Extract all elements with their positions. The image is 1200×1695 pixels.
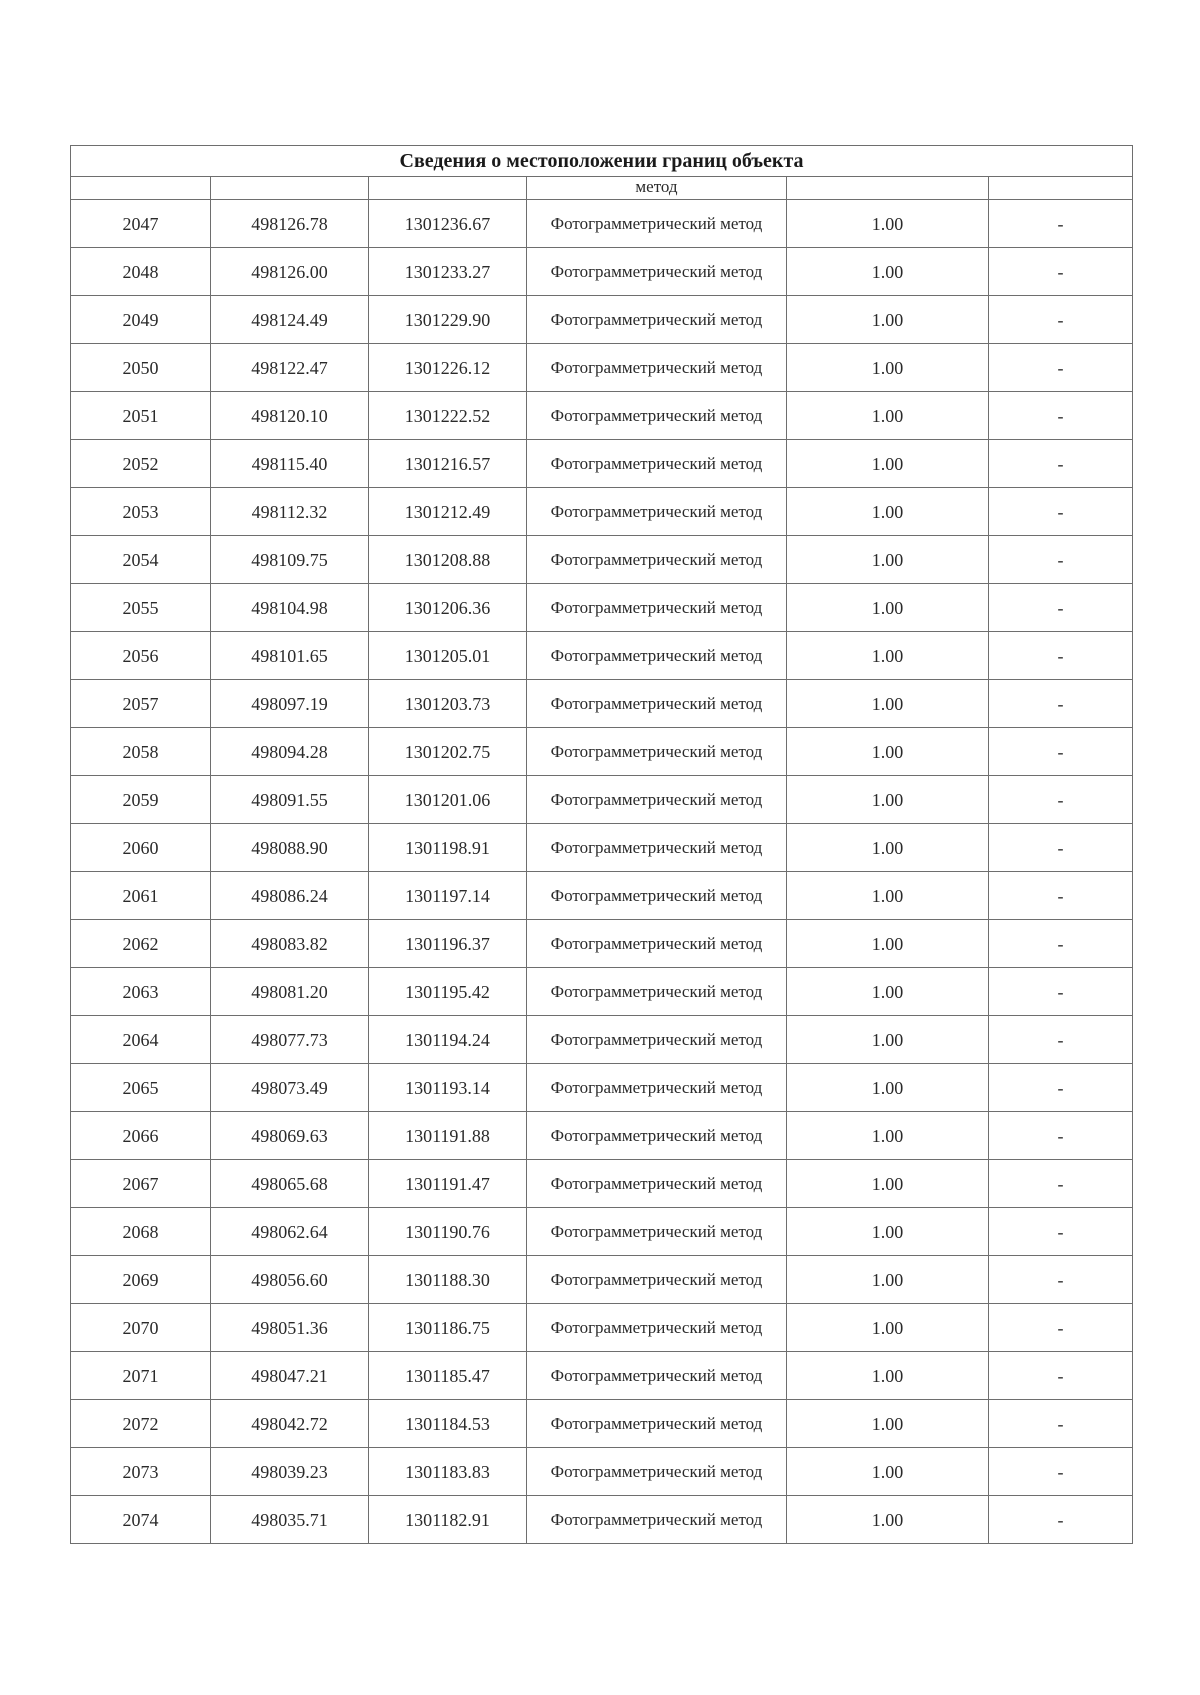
cell-description: - bbox=[989, 1400, 1133, 1448]
cell-y-coordinate: 1301236.67 bbox=[369, 200, 527, 248]
cell-y-coordinate: 1301229.90 bbox=[369, 296, 527, 344]
cell-x-coordinate: 498073.49 bbox=[211, 1064, 369, 1112]
cell-method bbox=[527, 296, 787, 344]
table-row bbox=[71, 392, 1133, 440]
cell-description: - bbox=[989, 392, 1133, 440]
cell-y-coordinate: 1301212.49 bbox=[369, 488, 527, 536]
method-label: Фотограмметрический метод bbox=[550, 1269, 763, 1289]
cell-point-number: 2070 bbox=[71, 1304, 211, 1352]
cell-y-coordinate: 1301193.14 bbox=[369, 1064, 527, 1112]
table-row bbox=[71, 1064, 1133, 1112]
cell-y-coordinate: 1301202.75 bbox=[369, 728, 527, 776]
cell-method bbox=[527, 1256, 787, 1304]
cell-y-coordinate: 1301182.91 bbox=[369, 1496, 527, 1544]
table-row-partial bbox=[71, 177, 1133, 200]
cell-x-coordinate: 498069.63 bbox=[211, 1112, 369, 1160]
cell-method bbox=[527, 584, 787, 632]
method-label: Фотограмметрический метод bbox=[550, 1125, 763, 1145]
cell-accuracy: 1.00 bbox=[787, 1400, 989, 1448]
table-row bbox=[71, 584, 1133, 632]
cell-x-coordinate: 498051.36 bbox=[211, 1304, 369, 1352]
cell-method bbox=[527, 632, 787, 680]
table-row bbox=[71, 776, 1133, 824]
cell-description bbox=[989, 177, 1133, 200]
cell-y-coordinate: 1301196.37 bbox=[369, 920, 527, 968]
cell-y-coordinate: 1301191.47 bbox=[369, 1160, 527, 1208]
cell-x-coordinate: 498101.65 bbox=[211, 632, 369, 680]
cell-description: - bbox=[989, 1016, 1133, 1064]
method-label: Фотограмметрический метод bbox=[550, 1029, 763, 1049]
cell-point-number: 2054 bbox=[71, 536, 211, 584]
cell-point-number: 2060 bbox=[71, 824, 211, 872]
cell-point-number: 2049 bbox=[71, 296, 211, 344]
cell-method bbox=[527, 776, 787, 824]
cell-accuracy: 1.00 bbox=[787, 872, 989, 920]
cell-method bbox=[527, 392, 787, 440]
cell-description: - bbox=[989, 296, 1133, 344]
cell-x-coordinate: 498091.55 bbox=[211, 776, 369, 824]
cell-y-coordinate: 1301222.52 bbox=[369, 392, 527, 440]
cell-y-coordinate: 1301195.42 bbox=[369, 968, 527, 1016]
cell-point-number: 2067 bbox=[71, 1160, 211, 1208]
method-label: Фотограмметрический метод bbox=[550, 1365, 763, 1385]
cell-method bbox=[527, 920, 787, 968]
cell-accuracy: 1.00 bbox=[787, 680, 989, 728]
cell-point-number: 2053 bbox=[71, 488, 211, 536]
cell-method bbox=[527, 1448, 787, 1496]
cell-x-coordinate: 498094.28 bbox=[211, 728, 369, 776]
cell-accuracy: 1.00 bbox=[787, 392, 989, 440]
cell-y-coordinate: 1301191.88 bbox=[369, 1112, 527, 1160]
cell-accuracy: 1.00 bbox=[787, 968, 989, 1016]
cell-accuracy: 1.00 bbox=[787, 920, 989, 968]
table-row bbox=[71, 440, 1133, 488]
cell-method bbox=[527, 1400, 787, 1448]
cell-accuracy: 1.00 bbox=[787, 296, 989, 344]
cell-method: метод bbox=[527, 177, 787, 200]
cell-accuracy: 1.00 bbox=[787, 824, 989, 872]
cell-y-coordinate: 1301185.47 bbox=[369, 1352, 527, 1400]
cell-y-coordinate bbox=[369, 177, 527, 200]
cell-description: - bbox=[989, 248, 1133, 296]
cell-accuracy: 1.00 bbox=[787, 728, 989, 776]
cell-y-coordinate: 1301226.12 bbox=[369, 344, 527, 392]
cell-description: - bbox=[989, 536, 1133, 584]
cell-point-number: 2066 bbox=[71, 1112, 211, 1160]
table-row bbox=[71, 200, 1133, 248]
cell-point-number: 2063 bbox=[71, 968, 211, 1016]
cell-description: - bbox=[989, 680, 1133, 728]
cell-description: - bbox=[989, 1448, 1133, 1496]
cell-accuracy: 1.00 bbox=[787, 1160, 989, 1208]
cell-description: - bbox=[989, 920, 1133, 968]
cell-x-coordinate: 498042.72 bbox=[211, 1400, 369, 1448]
cell-accuracy bbox=[787, 177, 989, 200]
cell-description: - bbox=[989, 632, 1133, 680]
method-label: Фотограмметрический метод bbox=[550, 693, 763, 713]
table-row bbox=[71, 1304, 1133, 1352]
cell-x-coordinate: 498065.68 bbox=[211, 1160, 369, 1208]
cell-y-coordinate: 1301184.53 bbox=[369, 1400, 527, 1448]
cell-y-coordinate: 1301190.76 bbox=[369, 1208, 527, 1256]
cell-point-number: 2064 bbox=[71, 1016, 211, 1064]
table-row bbox=[71, 296, 1133, 344]
method-label: Фотограмметрический метод bbox=[550, 981, 763, 1001]
table-row bbox=[71, 632, 1133, 680]
method-label: Фотограмметрический метод bbox=[550, 309, 763, 329]
cell-x-coordinate: 498047.21 bbox=[211, 1352, 369, 1400]
cell-description: - bbox=[989, 968, 1133, 1016]
table-row bbox=[71, 872, 1133, 920]
cell-method bbox=[527, 488, 787, 536]
cell-x-coordinate: 498126.00 bbox=[211, 248, 369, 296]
cell-y-coordinate: 1301201.06 bbox=[369, 776, 527, 824]
cell-point-number: 2055 bbox=[71, 584, 211, 632]
cell-method bbox=[527, 1064, 787, 1112]
cell-accuracy: 1.00 bbox=[787, 632, 989, 680]
cell-y-coordinate: 1301198.91 bbox=[369, 824, 527, 872]
table-row bbox=[71, 680, 1133, 728]
cell-accuracy: 1.00 bbox=[787, 1496, 989, 1544]
cell-y-coordinate: 1301194.24 bbox=[369, 1016, 527, 1064]
cell-point-number: 2051 bbox=[71, 392, 211, 440]
cell-description: - bbox=[989, 776, 1133, 824]
cell-description: - bbox=[989, 1208, 1133, 1256]
cell-accuracy: 1.00 bbox=[787, 1304, 989, 1352]
cell-accuracy: 1.00 bbox=[787, 1448, 989, 1496]
cell-x-coordinate: 498112.32 bbox=[211, 488, 369, 536]
cell-accuracy: 1.00 bbox=[787, 248, 989, 296]
table-row bbox=[71, 728, 1133, 776]
method-label: Фотограмметрический метод bbox=[550, 405, 763, 425]
method-label: Фотограмметрический метод bbox=[550, 1077, 763, 1097]
cell-point-number: 2058 bbox=[71, 728, 211, 776]
table-title: Сведения о местоположении границ объекта bbox=[71, 146, 1133, 177]
cell-description: - bbox=[989, 1304, 1133, 1352]
cell-point-number: 2072 bbox=[71, 1400, 211, 1448]
cell-x-coordinate: 498109.75 bbox=[211, 536, 369, 584]
cell-y-coordinate: 1301233.27 bbox=[369, 248, 527, 296]
cell-method bbox=[527, 1496, 787, 1544]
cell-method bbox=[527, 680, 787, 728]
table-title-row bbox=[71, 146, 1133, 177]
cell-point-number: 2048 bbox=[71, 248, 211, 296]
cell-description: - bbox=[989, 1112, 1133, 1160]
method-label: Фотограмметрический метод bbox=[550, 453, 763, 473]
method-label: Фотограмметрический метод bbox=[550, 933, 763, 953]
cell-y-coordinate: 1301208.88 bbox=[369, 536, 527, 584]
cell-description: - bbox=[989, 1496, 1133, 1544]
cell-accuracy: 1.00 bbox=[787, 1064, 989, 1112]
cell-point-number bbox=[71, 177, 211, 200]
method-label: Фотограмметрический метод bbox=[550, 1509, 763, 1529]
cell-point-number: 2068 bbox=[71, 1208, 211, 1256]
cell-accuracy: 1.00 bbox=[787, 536, 989, 584]
cell-x-coordinate: 498115.40 bbox=[211, 440, 369, 488]
table-body bbox=[71, 177, 1133, 1544]
cell-x-coordinate: 498104.98 bbox=[211, 584, 369, 632]
cell-point-number: 2052 bbox=[71, 440, 211, 488]
cell-x-coordinate: 498124.49 bbox=[211, 296, 369, 344]
cell-description: - bbox=[989, 1352, 1133, 1400]
cell-description: - bbox=[989, 488, 1133, 536]
cell-accuracy: 1.00 bbox=[787, 1016, 989, 1064]
table-row bbox=[71, 1208, 1133, 1256]
method-label: Фотограмметрический метод bbox=[550, 741, 763, 761]
cell-x-coordinate: 498035.71 bbox=[211, 1496, 369, 1544]
cell-method bbox=[527, 1304, 787, 1352]
method-label: Фотограмметрический метод bbox=[550, 501, 763, 521]
method-label: Фотограмметрический метод bbox=[550, 357, 763, 377]
cell-x-coordinate: 498039.23 bbox=[211, 1448, 369, 1496]
cell-description: - bbox=[989, 1064, 1133, 1112]
cell-x-coordinate: 498122.47 bbox=[211, 344, 369, 392]
table-row bbox=[71, 1160, 1133, 1208]
table-row bbox=[71, 488, 1133, 536]
cell-point-number: 2069 bbox=[71, 1256, 211, 1304]
method-label: Фотограмметрический метод bbox=[550, 1221, 763, 1241]
cell-accuracy: 1.00 bbox=[787, 344, 989, 392]
cell-x-coordinate: 498077.73 bbox=[211, 1016, 369, 1064]
cell-x-coordinate: 498088.90 bbox=[211, 824, 369, 872]
cell-accuracy: 1.00 bbox=[787, 200, 989, 248]
cell-y-coordinate: 1301205.01 bbox=[369, 632, 527, 680]
table-row bbox=[71, 1112, 1133, 1160]
method-label: Фотограмметрический метод bbox=[550, 549, 763, 569]
cell-y-coordinate: 1301188.30 bbox=[369, 1256, 527, 1304]
table-row bbox=[71, 1496, 1133, 1544]
cell-accuracy: 1.00 bbox=[787, 440, 989, 488]
cell-accuracy: 1.00 bbox=[787, 584, 989, 632]
cell-x-coordinate: 498126.78 bbox=[211, 200, 369, 248]
method-label: Фотограмметрический метод bbox=[550, 645, 763, 665]
cell-y-coordinate: 1301197.14 bbox=[369, 872, 527, 920]
cell-accuracy: 1.00 bbox=[787, 1208, 989, 1256]
table-row bbox=[71, 824, 1133, 872]
cell-point-number: 2074 bbox=[71, 1496, 211, 1544]
cell-x-coordinate bbox=[211, 177, 369, 200]
method-label: Фотограмметрический метод bbox=[550, 1173, 763, 1193]
cell-method bbox=[527, 1352, 787, 1400]
cell-point-number: 2062 bbox=[71, 920, 211, 968]
cell-description: - bbox=[989, 200, 1133, 248]
cell-accuracy: 1.00 bbox=[787, 1112, 989, 1160]
cell-method bbox=[527, 344, 787, 392]
cell-point-number: 2057 bbox=[71, 680, 211, 728]
cell-y-coordinate: 1301186.75 bbox=[369, 1304, 527, 1352]
table-row bbox=[71, 968, 1133, 1016]
cell-point-number: 2059 bbox=[71, 776, 211, 824]
cell-method bbox=[527, 1112, 787, 1160]
cell-method bbox=[527, 200, 787, 248]
method-label: Фотограмметрический метод bbox=[550, 597, 763, 617]
cell-method bbox=[527, 968, 787, 1016]
table-row bbox=[71, 1256, 1133, 1304]
cell-y-coordinate: 1301216.57 bbox=[369, 440, 527, 488]
table-row bbox=[71, 536, 1133, 584]
cell-description: - bbox=[989, 1256, 1133, 1304]
table-row bbox=[71, 1352, 1133, 1400]
cell-point-number: 2050 bbox=[71, 344, 211, 392]
method-label: Фотограмметрический метод bbox=[550, 789, 763, 809]
cell-description: - bbox=[989, 728, 1133, 776]
cell-method bbox=[527, 248, 787, 296]
cell-accuracy: 1.00 bbox=[787, 1352, 989, 1400]
cell-x-coordinate: 498056.60 bbox=[211, 1256, 369, 1304]
cell-x-coordinate: 498097.19 bbox=[211, 680, 369, 728]
method-label: Фотограмметрический метод bbox=[550, 1461, 763, 1481]
cell-method bbox=[527, 440, 787, 488]
cell-method bbox=[527, 1016, 787, 1064]
cell-accuracy: 1.00 bbox=[787, 776, 989, 824]
cell-y-coordinate: 1301206.36 bbox=[369, 584, 527, 632]
cell-point-number: 2056 bbox=[71, 632, 211, 680]
cell-description: - bbox=[989, 440, 1133, 488]
table-row bbox=[71, 344, 1133, 392]
cell-method bbox=[527, 1208, 787, 1256]
cell-point-number: 2071 bbox=[71, 1352, 211, 1400]
cell-y-coordinate: 1301183.83 bbox=[369, 1448, 527, 1496]
cell-x-coordinate: 498120.10 bbox=[211, 392, 369, 440]
method-label: Фотограмметрический метод bbox=[550, 885, 763, 905]
table-row bbox=[71, 1400, 1133, 1448]
method-label: Фотограмметрический метод bbox=[550, 261, 763, 281]
cell-accuracy: 1.00 bbox=[787, 488, 989, 536]
cell-accuracy: 1.00 bbox=[787, 1256, 989, 1304]
cell-method bbox=[527, 824, 787, 872]
cell-x-coordinate: 498081.20 bbox=[211, 968, 369, 1016]
cell-method bbox=[527, 728, 787, 776]
method-label: Фотограмметрический метод bbox=[550, 837, 763, 857]
table-row bbox=[71, 248, 1133, 296]
method-label: Фотограмметрический метод bbox=[550, 1413, 763, 1433]
cell-x-coordinate: 498062.64 bbox=[211, 1208, 369, 1256]
cell-point-number: 2073 bbox=[71, 1448, 211, 1496]
cell-description: - bbox=[989, 824, 1133, 872]
cell-method bbox=[527, 536, 787, 584]
cell-method bbox=[527, 872, 787, 920]
cell-description: - bbox=[989, 584, 1133, 632]
cell-y-coordinate: 1301203.73 bbox=[369, 680, 527, 728]
cell-method bbox=[527, 1160, 787, 1208]
method-label: Фотограмметрический метод bbox=[550, 1317, 763, 1337]
cell-description: - bbox=[989, 344, 1133, 392]
cell-x-coordinate: 498086.24 bbox=[211, 872, 369, 920]
table-row bbox=[71, 1016, 1133, 1064]
boundary-coordinates-table bbox=[70, 145, 1133, 1544]
cell-description: - bbox=[989, 1160, 1133, 1208]
cell-description: - bbox=[989, 872, 1133, 920]
cell-point-number: 2065 bbox=[71, 1064, 211, 1112]
cell-x-coordinate: 498083.82 bbox=[211, 920, 369, 968]
table-row bbox=[71, 1448, 1133, 1496]
method-label: Фотограмметрический метод bbox=[550, 213, 763, 233]
table-row bbox=[71, 920, 1133, 968]
cell-point-number: 2047 bbox=[71, 200, 211, 248]
cell-point-number: 2061 bbox=[71, 872, 211, 920]
